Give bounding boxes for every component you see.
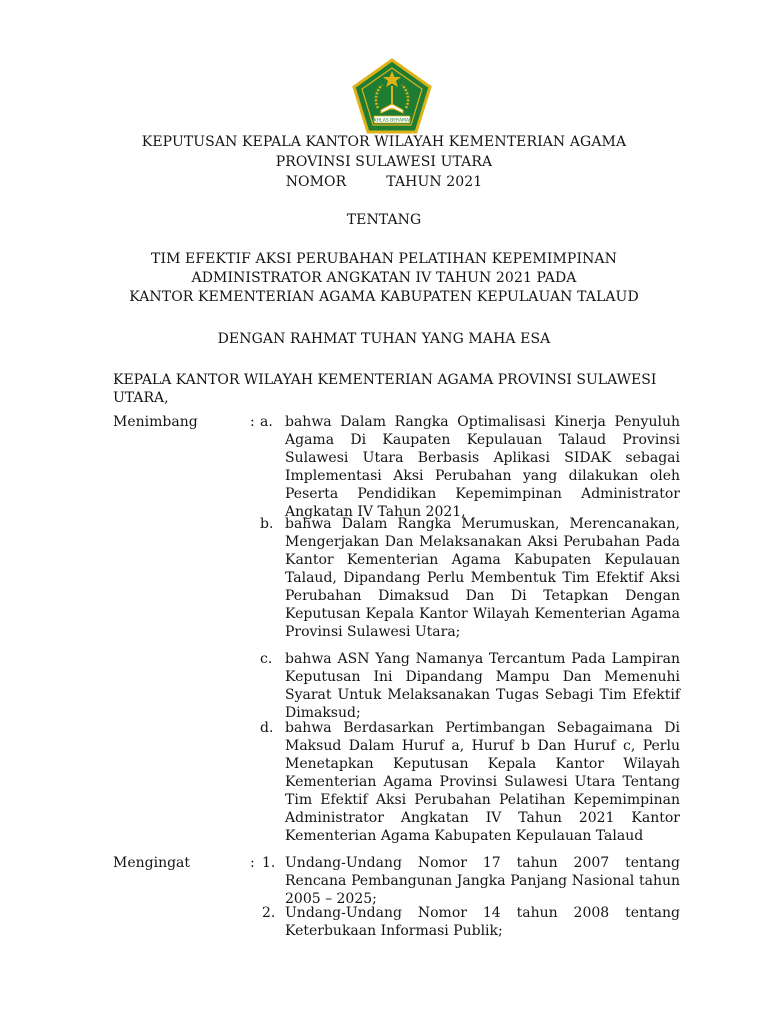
menimbang-marker-b: b. [260, 516, 274, 532]
subject-line3: KANTOR KEMENTERIAN AGAMA KABUPATEN KEPULAUAN TALAUD [129, 289, 639, 305]
decree-number-line [0, 174, 768, 190]
tahun-label: TAHUN 2021 [386, 174, 483, 190]
decree-title-line1: KEPUTUSAN KEPALA KANTOR WILAYAH KEMENTERIAN AGAMA [141, 134, 627, 150]
decree-title-line2: PROVINSI SULAWESI UTARA [275, 154, 493, 170]
ministry-emblem-logo [352, 58, 432, 134]
tentang-heading: TENTANG [346, 212, 422, 228]
svg-text:IKHLAS BERAMAL: IKHLAS BERAMAL [372, 118, 412, 124]
mengingat-colon: : [250, 855, 255, 871]
menimbang-item-b: bahwa Dalam Rangka Merumuskan, Merencanakan, Mengerjakan Dan Melaksanakan Aksi Perubahan Pada Kantor Kementerian Agama Kabupaten Kepulauan Talaud, Dipandang Perlu Membentuk Tim Efektif Aksi Perubahan Dimaksud Dan Di Tetapkan Dengan Keputusan Kepala Kantor Wilayah Kementerian Agama Provinsi Sulawesi Utara; [285, 516, 680, 640]
menimbang-item-d: bahwa Berdasarkan Pertimbangan Sebagaimana Di Maksud Dalam Huruf a, Huruf b Dan Huruf c, Perlu Menetapkan Keputusan Kepala Kantor Wilayah Kementerian Agama Provinsi Sulawesi Utara Tentang Tim Efektif Aksi Perubahan Pelatihan Kepemimpinan Administrator Angkatan IV Tahun 2021 Kantor Kementerian Agama Kabupaten Kepulauan Talaud [285, 720, 680, 844]
menimbang-marker-a: a. [260, 414, 273, 430]
mengingat-item-1: Undang-Undang Nomor 17 tahun 2007 tentang Rencana Pembangunan Jangka Panjang Nasional tahun 2005 – 2025; [285, 855, 680, 907]
mengingat-marker-1: 1. [262, 855, 276, 871]
menimbang-item-a: bahwa Dalam Rangka Optimalisasi Kinerja Penyuluh Agama Di Kaupaten Kepulauan Talaud Provinsi Sulawesi Utara Berbasis Aplikasi SIDAK sebagai Implementasi Aksi Perubahan yang dilakukan oleh Peserta Pendidikan Kepemimpinan Administrator Angkatan IV Tahun 2021, [285, 414, 680, 520]
mengingat-item-2: Undang-Undang Nomor 14 tahun 2008 tentang Keterbukaan Informasi Publik; [285, 905, 680, 939]
mengingat-marker-2: 2. [262, 905, 276, 921]
nomor-label: NOMOR [285, 174, 347, 190]
rahmat-line: DENGAN RAHMAT TUHAN YANG MAHA ESA [217, 331, 551, 347]
menimbang-marker-d: d. [260, 720, 274, 736]
menimbang-label: Menimbang [113, 414, 198, 430]
menimbang-marker-c: c. [260, 651, 273, 667]
subject-line1: TIM EFEKTIF AKSI PERUBAHAN PELATIHAN KEPEMIMPINAN [151, 251, 617, 267]
menimbang-item-c: bahwa ASN Yang Namanya Tercantum Pada Lampiran Keputusan Ini Dipandang Mampu Dan Memenuhi Syarat Untuk Melaksanakan Tugas Sebagi Tim Efektif Dimaksud; [285, 651, 680, 721]
authority-line: KEPALA KANTOR WILAYAH KEMENTERIAN AGAMA PROVINSI SULAWESI UTARA, [113, 372, 657, 406]
mengingat-label: Mengingat [113, 855, 191, 871]
menimbang-colon: : [250, 414, 255, 430]
subject-line2: ADMINISTRATOR ANGKATAN IV TAHUN 2021 PADA [191, 270, 577, 286]
